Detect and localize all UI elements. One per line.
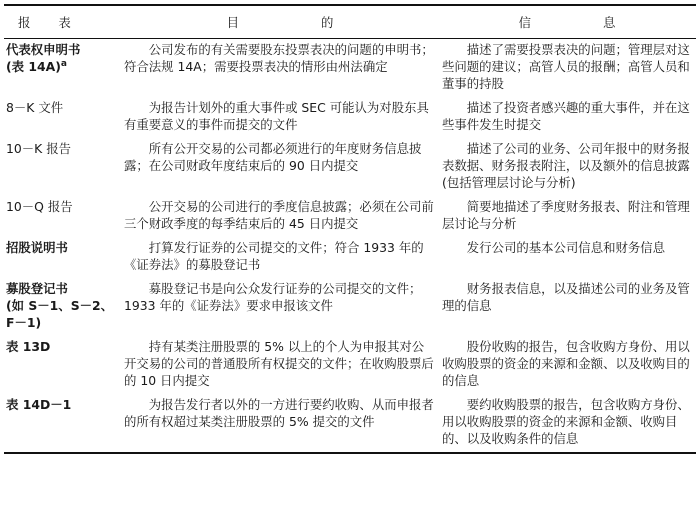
table-row bbox=[4, 138, 696, 196]
report-information: 要约收购股票的报告，包含收购方身份、用以收购股票的资金的来源和金额、收购目的、以及收购条件的信息 bbox=[442, 397, 690, 446]
report-information: 股份收购的报告，包含收购方身份、用以收购股票的资金的来源和金额、以及收购目的的信息 bbox=[442, 339, 690, 388]
report-name: 10－K 报告 bbox=[6, 141, 72, 156]
table-row bbox=[4, 336, 696, 394]
header-purpose: 目 的 bbox=[226, 14, 336, 30]
report-name: 招股说明书 bbox=[6, 240, 68, 255]
report-information: 描述了投资者感兴趣的重大事件，并在这些事件发生时提交 bbox=[442, 100, 690, 132]
report-information: 发行公司的基本公司信息和财务信息 bbox=[466, 240, 666, 255]
report-purpose: 公开交易的公司进行的季度信息披露；必须在公司前三个财政季度的每季结束后的 45 日内提交 bbox=[124, 199, 434, 231]
sec-filings-table bbox=[4, 4, 696, 454]
table-row bbox=[4, 97, 696, 138]
table-header bbox=[4, 5, 696, 39]
table-row bbox=[4, 39, 696, 98]
report-purpose: 所有公开交易的公司都必须进行的年度财务信息披露；在公司财政年度结束后的 90 日内提交 bbox=[124, 141, 422, 173]
report-name: 代表权申明书 (表 14A)$^a$ bbox=[6, 42, 81, 74]
header-report: 报 表 bbox=[18, 14, 73, 30]
report-name: 表 14D－1 bbox=[6, 397, 72, 412]
report-name: 募股登记书 (如 S－1、S－2、F－1) bbox=[6, 281, 114, 330]
report-purpose: 为报告计划外的重大事件或 SEC 可能认为对股东具有重要意义的事件而提交的文件 bbox=[124, 100, 429, 132]
report-purpose: 打算发行证券的公司提交的文件；符合 1933 年的《证券法》的募股登记书 bbox=[124, 240, 424, 272]
report-purpose: 公司发布的有关需要股东投票表决的问题的申明书；符合法规 14A；需要投票表决的情形由州法确定 bbox=[124, 42, 434, 74]
report-purpose: 持有某类注册股票的 5% 以上的个人为申报其对公开交易的公司的普通股所有权提交的文件；在收购股票后的 10 日内提交 bbox=[124, 339, 434, 388]
report-information: 描述了公司的业务、公司年报中的财务报表数据、财务报表附注，以及额外的信息披露(包括管理层讨论与分析) bbox=[442, 141, 690, 190]
table-row bbox=[4, 237, 696, 278]
report-information: 描述了需要投票表决的问题；管理层对这些问题的建议；高管人员的报酬；高管人员和董事的持股 bbox=[442, 42, 690, 91]
table-row bbox=[4, 394, 696, 453]
report-name: 8－K 文件 bbox=[6, 100, 64, 115]
table-row bbox=[4, 278, 696, 336]
header-information: 信 息 bbox=[518, 14, 618, 30]
report-information: 财务报表信息，以及描述公司的业务及管理的信息 bbox=[442, 281, 690, 313]
report-name: 表 13D bbox=[6, 339, 51, 354]
report-purpose: 为报告发行者以外的一方进行要约收购、从而申报者的所有权超过某类注册股票的 5% 提交的文件 bbox=[124, 397, 434, 429]
report-name: 10－Q 报告 bbox=[6, 199, 73, 214]
table-row bbox=[4, 196, 696, 237]
report-information: 简要地描述了季度财务报表、附注和管理层讨论与分析 bbox=[442, 199, 690, 231]
report-purpose: 募股登记书是向公众发行证券的公司提交的文件；1933 年的《证券法》要求申报该文件 bbox=[124, 281, 422, 313]
